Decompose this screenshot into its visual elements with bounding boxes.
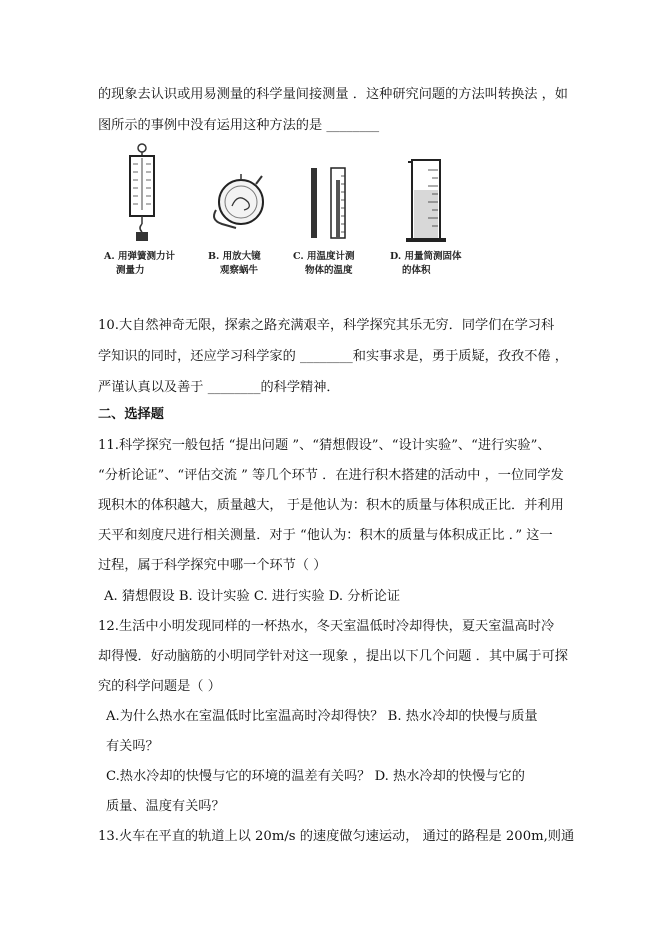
q11-line2: “分析论证”、“评估交流 ” 等几个环节 ．在进行积木搭建的活动中 ，一位同学发 [98, 468, 564, 483]
q11-line1: 11.科学探究一般包括 “提出问题 ”、“猜想假设”、“设计实验”、“进行实验”、 [98, 438, 551, 453]
spring-scale-icon [98, 140, 188, 248]
q10-line2: 学知识的同时，还应学习科学家的 ________和实事求是，勇于质疑，孜孜不倦 ， [98, 349, 568, 364]
q11-options: A. 猜想假设 B. 设计实验 C. 进行实验 D. 分析论证 [104, 589, 401, 604]
q12-line2: 却得慢．好动脑筋的小明同学针对这一现象 ，提出以下几个问题 ．其中属于可探 [98, 649, 568, 664]
figure-b-caption-2: 观察蜗牛 [220, 265, 259, 276]
q9-line1: 的现象去认识或用易测量的科学量间接测量 ．这种研究问题的方法叫转换法 ，如 [98, 87, 568, 102]
measuring-cylinder-icon [392, 140, 482, 248]
q12-option-a-b: A.为什么热水在室温低时比室温高时冷却得快？ B. 热水冷却的快慢与质量 [106, 709, 538, 724]
q10-line3: 严谨认真以及善于 ________的科学精神． [98, 380, 340, 395]
figure-a-caption-2: 测量力 [116, 265, 145, 276]
q11-line3: 现积木的体积越大，质量越大， 于是他认为：积木的质量与体积成正比．并利用 [98, 498, 564, 513]
figure-d-caption-1: D. 用量筒测固体 [390, 251, 462, 262]
q12-line1: 12.生活中小明发现同样的一杯热水，冬天室温低时冷却得快，夏天室温高时冷 [98, 619, 555, 634]
q12-option-d-cont: 质量、温度有关吗？ [106, 799, 225, 814]
magnifier-icon [196, 140, 286, 248]
q12-option-c-d: C.热水冷却的快慢与它的环境的温差有关吗？ D. 热水冷却的快慢与它的 [106, 769, 525, 784]
section-heading: 二、选择题 [98, 407, 164, 422]
q12-line3: 究的科学问题是（ ） [98, 679, 221, 694]
figure-d-caption-2: 的体积 [402, 265, 431, 276]
q11-line4: 天平和刻度尺进行相关测量．对于 “他认为：积木的质量与体积成正比 ．” 这一 [98, 528, 553, 543]
q12-option-b-cont: 有关吗？ [106, 739, 159, 754]
q13-line1: 13.火车在平直的轨道上以 20m/s 的速度做匀速运动， 通过的路程是 200m,则通 [98, 829, 575, 844]
q9-figures [98, 140, 478, 280]
figure-c-caption-2: 物体的温度 [305, 265, 353, 276]
figure-a-caption-1: A. 用弹簧测力计 [104, 251, 175, 262]
q10-line1: 10.大自然神奇无限，探索之路充满艰辛，科学探究其乐无穷．同学们在学习科 [98, 318, 555, 333]
q9-line2: 图所示的事例中没有运用这种方法的是 ________ [98, 118, 380, 133]
thermometer-icon [295, 140, 385, 248]
q11-line5: 过程，属于科学探究中哪一个环节（ ） [98, 558, 327, 573]
figure-b-caption-1: B. 用放大镜 [208, 251, 261, 262]
figure-c-caption-1: C. 用温度计测 [293, 251, 355, 262]
